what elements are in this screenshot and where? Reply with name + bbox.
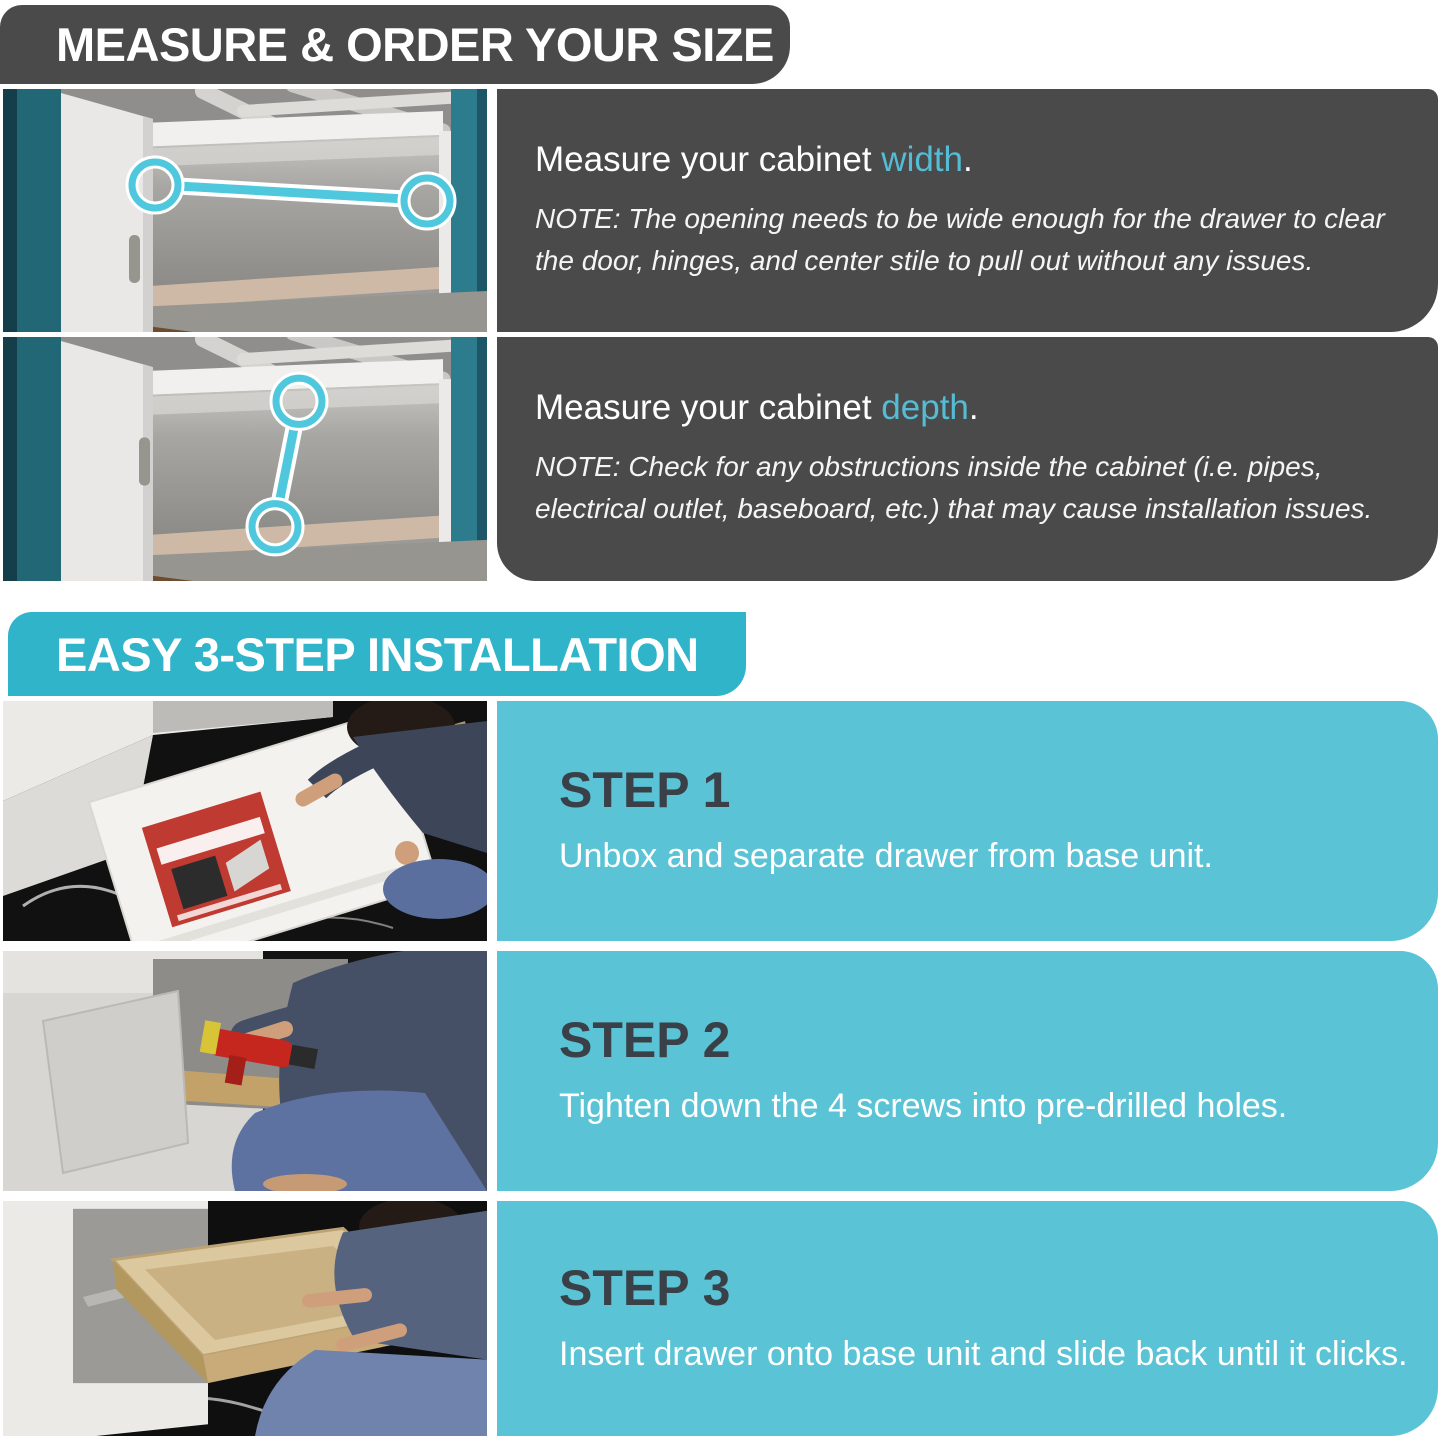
door-handle <box>129 235 140 283</box>
cabinet-depth-photo <box>3 337 487 581</box>
measure-row-depth <box>0 337 1445 581</box>
step2-text: Tighten down the 4 screws into pre-drilled holes. <box>559 1087 1288 1126</box>
title-accent-width: width <box>881 139 964 179</box>
measure-width-note: NOTE: The opening needs to be wide enough for the drawer to clear the door, hinges, and center stile to pull out without any issues. <box>535 202 1385 276</box>
step2-illustration <box>3 951 487 1191</box>
install-section-header <box>8 612 746 696</box>
step1-illustration <box>3 701 487 941</box>
title-prefix: Measure your cabinet <box>535 388 882 427</box>
measure-depth-panel <box>497 337 1438 581</box>
step3-label: STEP 3 <box>559 1259 731 1316</box>
step1-panel <box>497 701 1438 941</box>
cabinet-width-photo <box>3 89 487 332</box>
measure-header-label: MEASURE & ORDER YOUR SIZE <box>56 18 774 71</box>
open-door <box>43 991 188 1173</box>
door-handle <box>139 437 150 485</box>
open-door <box>61 93 153 332</box>
title-period: . <box>968 388 979 427</box>
measure-width-title <box>535 140 1408 180</box>
title-prefix: Measure your cabinet <box>535 139 882 179</box>
measure-row-width <box>0 89 1445 332</box>
measure-section-header <box>0 5 790 84</box>
measure-depth-title <box>535 388 1408 428</box>
step1-row <box>0 701 1445 941</box>
step2-row <box>0 951 1445 1191</box>
step3-illustration <box>3 1201 487 1436</box>
cabinet-depth-illustration <box>3 337 487 581</box>
step1-label: STEP 1 <box>559 762 731 819</box>
step2-panel <box>497 951 1438 1191</box>
step3-photo <box>3 1201 487 1436</box>
step3-row <box>0 1201 1445 1436</box>
step1-text: Unbox and separate drawer from base unit. <box>559 837 1213 876</box>
step3-text: Insert drawer onto base unit and slide back until it clicks. <box>559 1334 1408 1373</box>
step3-panel <box>497 1201 1438 1436</box>
title-accent-depth: depth <box>881 388 969 427</box>
title-period: . <box>963 139 973 179</box>
step1-photo <box>3 701 487 941</box>
step2-label: STEP 2 <box>559 1012 731 1069</box>
person-arm-upper <box>309 1295 365 1301</box>
measure-depth-note: NOTE: Check for any obstructions inside the cabinet (i.e. pipes, electrical outlet, baseboard, etc.) that may cause installation issues. <box>535 451 1373 524</box>
person-hand <box>395 841 419 865</box>
measure-width-panel <box>497 89 1438 332</box>
cabinet-width-illustration <box>3 89 487 332</box>
step2-photo <box>3 951 487 1191</box>
install-header-label: EASY 3-STEP INSTALLATION <box>56 627 699 681</box>
